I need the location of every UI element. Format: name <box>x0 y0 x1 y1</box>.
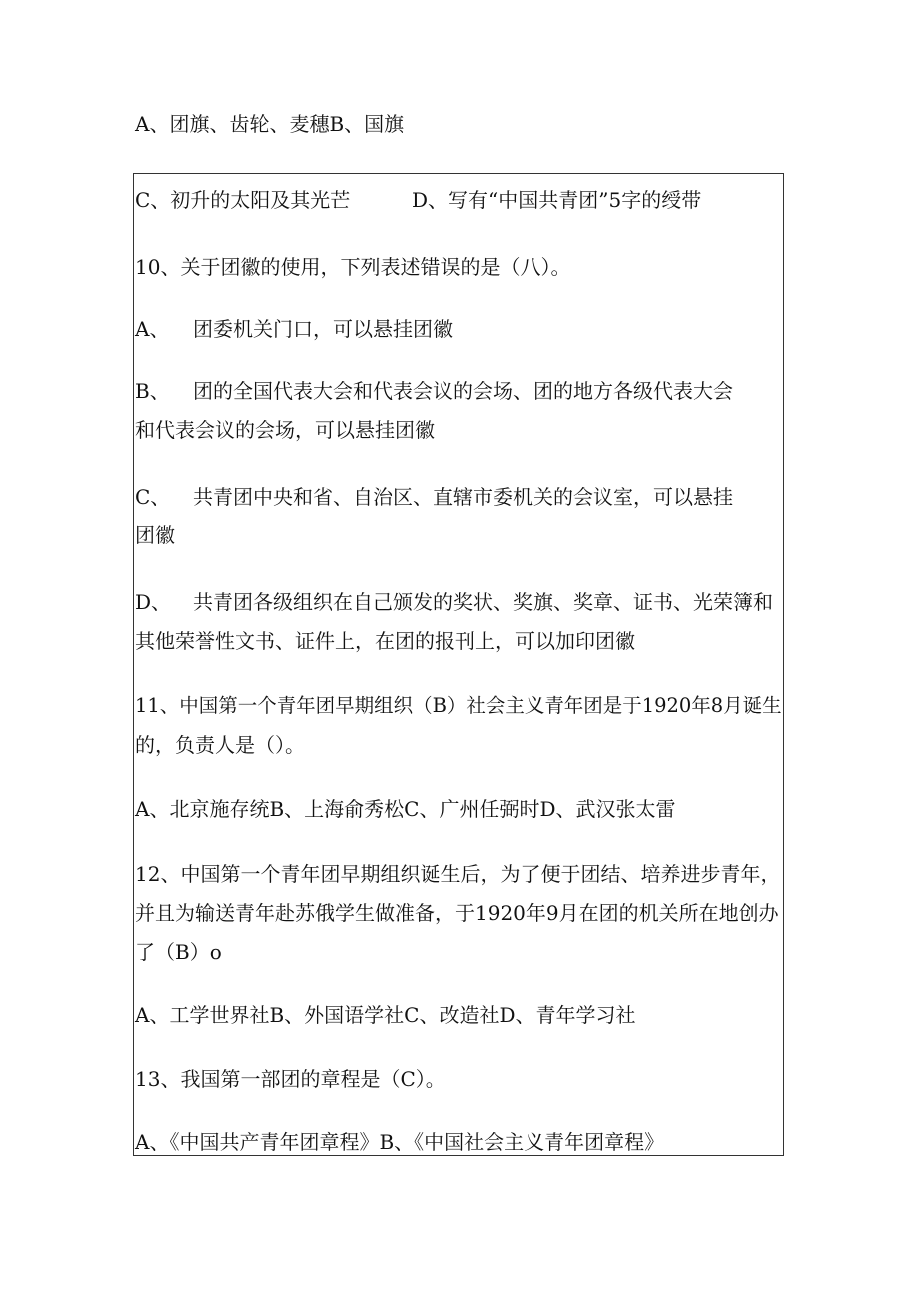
q13-options: A、《中国共产青年团章程》B、《中国社会主义青年团章程》 <box>135 1130 665 1154</box>
q10-option-c-text-2: 团徽 <box>135 523 175 547</box>
q10-option-a-text: 团委机关门口，可以悬挂团徽 <box>193 317 453 341</box>
q9-options-ab: A、团旗、齿轮、麦穗B、国旗 <box>135 112 405 136</box>
q13-question: 13、我国第一部团的章程是（C）。 <box>135 1067 446 1091</box>
q10-option-d-letter: D、 <box>135 590 172 614</box>
q10-question: 10、关于团徽的使用，下列表述错误的是（八）。 <box>135 255 571 279</box>
q10-option-b-letter: B、 <box>135 379 170 403</box>
q12-question-1: 12、中国第一个青年团早期组织诞生后，为了便于团结、培养进步青年， <box>135 862 781 886</box>
q10-option-a-letter: A、 <box>135 317 170 341</box>
q12-options: A、工学世界社B、外国语学社C、改造社D、青年学习社 <box>135 1003 636 1027</box>
q11-question-2: 的，负责人是（）。 <box>135 733 305 757</box>
q11-question-1: 11、中国第一个青年团早期组织（B）社会主义青年团是于1920年8月诞生 <box>135 694 782 717</box>
q10-option-d-text-1: 共青团各级组织在自己颁发的奖状、奖旗、奖章、证书、光荣簿和 <box>193 590 773 614</box>
q11-options: A、北京施存统B、上海俞秀松C、广州任弼时D、武汉张太雷 <box>135 797 676 821</box>
q12-question-2: 并且为输送青年赴苏俄学生做准备，于1920年9月在团的机关所在地创办 <box>135 901 779 925</box>
q10-option-b-text-1: 团的全国代表大会和代表会议的会场、团的地方各级代表大会 <box>193 379 733 403</box>
q10-option-c-letter: C、 <box>135 485 171 509</box>
q10-option-b-text-2: 和代表会议的会场，可以悬挂团徽 <box>135 418 435 442</box>
q9-option-d: D、写有“中国共青团”5字的绶带 <box>412 188 702 212</box>
q9-option-c: C、初升的太阳及其光芒 <box>135 188 351 212</box>
q12-question-3: 了（B）o <box>135 940 222 964</box>
q10-option-c-text-1: 共青团中央和省、自治区、直辖市委机关的会议室，可以悬挂 <box>193 485 733 509</box>
q10-option-d-text-2: 其他荣誉性文书、证件上，在团的报刊上，可以加印团徽 <box>135 629 635 653</box>
